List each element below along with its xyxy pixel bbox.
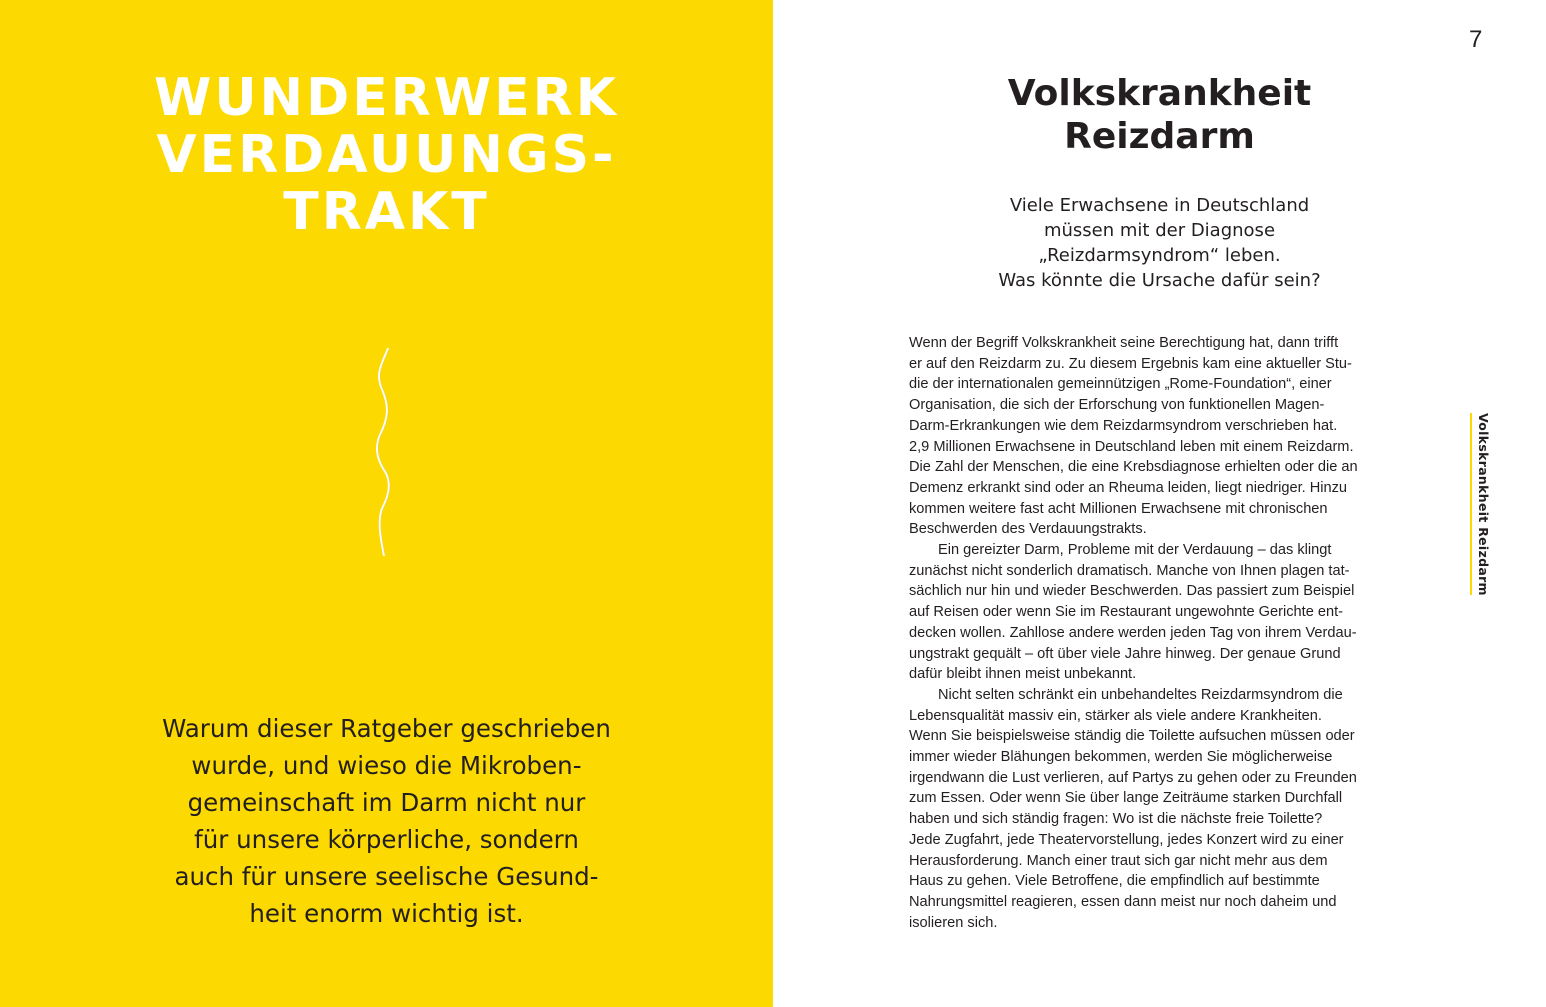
article-body <box>909 333 1429 933</box>
intro-line: heit enorm wichtig ist. <box>249 899 524 928</box>
body-line: er auf den Reizdarm zu. Zu diesem Ergebnis kam eine aktueller Stu- <box>909 355 1352 372</box>
chapter-title <box>0 70 773 241</box>
body-line: kommen weitere fast acht Millionen Erwachsene mit chronischen <box>909 500 1328 517</box>
chapter-title-line: VERDAUUNGS- <box>156 125 617 185</box>
body-line: haben und sich ständig fragen: Wo ist die nächste freie Toilette? <box>909 811 1323 828</box>
chapter-title-line: WUNDERWERK <box>153 68 620 128</box>
intro-line: auch für unsere seelische Gesund- <box>174 862 599 891</box>
lead-line: „Reizdarmsyndrom“ leben. <box>1038 245 1281 266</box>
running-head <box>1470 413 1498 595</box>
body-line: Wenn Sie beispielsweise ständig die Toilette aufsuchen müssen oder <box>909 728 1355 745</box>
wavy-thread-illustration <box>364 345 404 560</box>
lead-line: Viele Erwachsene in Deutschland <box>1009 195 1310 216</box>
article-lead <box>773 193 1546 293</box>
running-head-label: Volkskrankheit Reizdarm <box>1476 413 1491 596</box>
body-line: Ein gereizter Darm, Probleme mit der Verdauung – das klingt <box>938 542 1332 559</box>
intro-line: Warum dieser Ratgeber geschrieben <box>162 714 611 743</box>
lead-line: Was könnte die Ursache dafür sein? <box>998 270 1321 291</box>
body-line: Lebensqualität massiv ein, stärker als viele andere Krankheiten. <box>909 707 1322 724</box>
body-line: Die Zahl der Menschen, die eine Krebsdiagnose erhielten oder die an <box>909 459 1358 476</box>
body-line: Demenz erkrankt sind oder an Rheuma leiden, liegt niedriger. Hinzu <box>909 479 1348 496</box>
body-line: irgendwann die Lust verlieren, auf Partys zu gehen oder zu Freunden <box>909 769 1357 786</box>
body-line: decken wollen. Zahllose andere werden jeden Tag von ihrem Verdau- <box>909 624 1357 641</box>
body-line: Jede Zugfahrt, jede Theatervorstellung, jedes Konzert wird zu einer <box>909 831 1344 848</box>
body-line: immer wieder Blähungen bekommen, werden Sie möglicherweise <box>909 749 1333 766</box>
intro-line: für unsere körperliche, sondern <box>194 825 579 854</box>
article-title-line: Reizdarm <box>1064 116 1255 157</box>
lead-line: müssen mit der Diagnose <box>1043 220 1276 241</box>
body-line: Nicht selten schränkt ein unbehandeltes Reizdarmsyndrom die <box>938 686 1343 703</box>
chapter-title-line: TRAKT <box>283 182 490 242</box>
article-title <box>773 72 1546 158</box>
body-line: zunächst nicht sonderlich dramatisch. Manche von Ihnen plagen tat- <box>909 562 1350 579</box>
body-line: isolieren sich. <box>909 914 998 931</box>
running-head-rule <box>1470 413 1472 595</box>
page-number: 7 <box>1469 26 1483 53</box>
intro-line: wurde, und wieso die Mikroben- <box>191 751 582 780</box>
body-line: ungstrakt gequält – oft über viele Jahre hinweg. Der genaue Grund <box>909 645 1341 662</box>
body-line: Nahrungsmittel reagieren, essen dann meist nur noch daheim und <box>909 893 1337 910</box>
body-line: auf Reisen oder wenn Sie im Restaurant ungewohnte Gerichte ent- <box>909 604 1344 621</box>
body-line: dafür bleibt ihnen meist unbekannt. <box>909 666 1137 683</box>
body-line: Wenn der Begriff Volkskrankheit seine Berechtigung hat, dann trifft <box>909 335 1339 351</box>
body-line: zum Essen. Oder wenn Sie über lange Zeiträume starken Durchfall <box>909 790 1343 807</box>
chapter-intro <box>120 710 653 932</box>
body-line: Organisation, die sich der Erforschung von funktionellen Magen- <box>909 397 1325 414</box>
article-title-line: Volkskrankheit <box>1007 73 1312 114</box>
body-line: Haus zu gehen. Viele Betroffene, die empfindlich auf bestimmte <box>909 873 1320 890</box>
body-line: 2,9 Millionen Erwachsene in Deutschland leben mit einem Reizdarm. <box>909 438 1354 455</box>
intro-line: gemeinschaft im Darm nicht nur <box>187 788 586 817</box>
body-line: sächlich nur hin und wieder Beschwerden. Das passiert zum Beispiel <box>909 583 1355 600</box>
body-line: Darm-Erkrankungen wie dem Reizdarmsyndrom verschrieben hat. <box>909 417 1338 434</box>
body-line: Beschwerden des Verdauungstrakts. <box>909 521 1147 538</box>
body-line: die der internationalen gemeinnützigen „Rome-Foundation“, einer <box>909 376 1332 393</box>
body-line: Herausforderung. Manch einer traut sich gar nicht mehr aus dem <box>909 852 1328 869</box>
